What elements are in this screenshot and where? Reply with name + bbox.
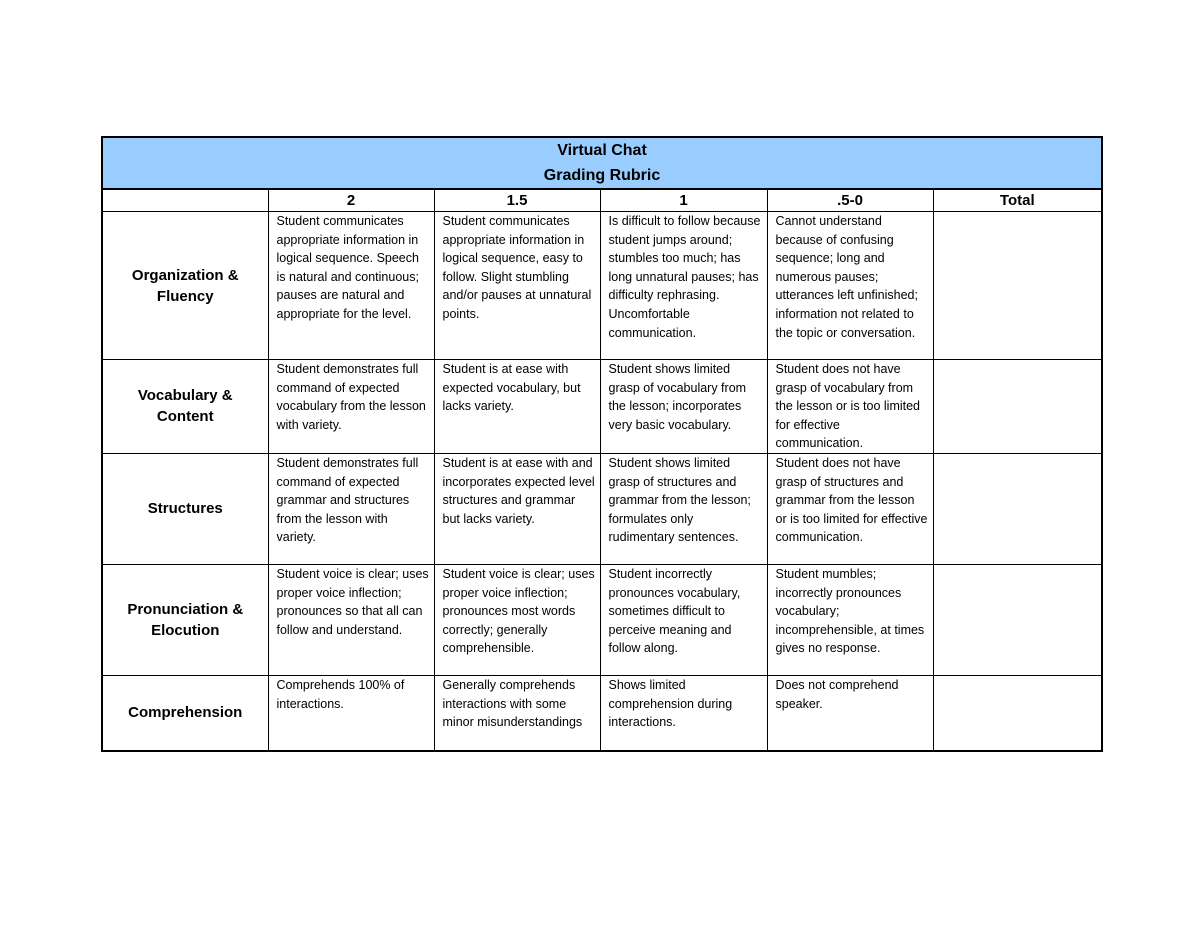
descriptor-score-1-5: Student is at ease with and incorporates expected level structures and grammar but lacks variety. [434,453,600,564]
rubric-title [102,137,1102,189]
descriptor-score-1: Shows limited comprehension during interactions. [600,675,767,751]
header-score-1: 1 [600,189,767,212]
descriptor-score-1-5: Student voice is clear; uses proper voice inflection; pronounces most words correctly; generally comprehensible. [434,564,600,675]
descriptor-score-1: Student shows limited grasp of vocabulary from the lesson; incorporates very basic vocabulary. [600,360,767,454]
table-row [102,360,1102,454]
table-row [102,564,1102,675]
total-cell[interactable] [933,675,1102,751]
header-score-1-5: 1.5 [434,189,600,212]
descriptor-score-1: Student shows limited grasp of structures and grammar from the lesson; formulates only rudimentary sentences. [600,453,767,564]
total-cell[interactable] [933,360,1102,454]
descriptor-score-2: Student communicates appropriate information in logical sequence. Speech is natural and continuous; pauses are natural and appropriate for the level. [268,212,434,360]
grading-rubric-table [101,136,1103,752]
table-row [102,453,1102,564]
header-blank [102,189,268,212]
header-row [102,189,1102,212]
criterion-label: Structures [102,453,268,564]
header-total: Total [933,189,1102,212]
header-score-5-0: .5-0 [767,189,933,212]
criterion-label: Pronunciation & Elocution [102,564,268,675]
descriptor-score-2: Student demonstrates full command of expected grammar and structures from the lesson with variety. [268,453,434,564]
descriptor-score-5-0: Student does not have grasp of structures and grammar from the lesson or is too limited for effective communication. [767,453,933,564]
criterion-label: Comprehension [102,675,268,751]
descriptor-score-5-0: Cannot understand because of confusing sequence; long and numerous pauses; utterances left unfinished; information not related to the topic or conversation. [767,212,933,360]
title-line-1: Virtual Chat [557,142,647,159]
table-row [102,675,1102,751]
descriptor-score-2: Student demonstrates full command of expected vocabulary from the lesson with variety. [268,360,434,454]
table-row [102,212,1102,360]
header-score-2: 2 [268,189,434,212]
descriptor-score-1: Is difficult to follow because student jumps around; stumbles too much; has long unnatural pauses; has difficulty rephrasing. Uncomfortable communication. [600,212,767,360]
descriptor-score-2: Comprehends 100% of interactions. [268,675,434,751]
descriptor-score-1-5: Student communicates appropriate information in logical sequence, easy to follow. Slight stumbling and/or pauses at unnatural points. [434,212,600,360]
criterion-label: Vocabulary & Content [102,360,268,454]
total-cell[interactable] [933,453,1102,564]
descriptor-score-2: Student voice is clear; uses proper voice inflection; pronounces so that all can follow and understand. [268,564,434,675]
criterion-label: Organization & Fluency [102,212,268,360]
descriptor-score-1: Student incorrectly pronounces vocabulary, sometimes difficult to perceive meaning and follow along. [600,564,767,675]
descriptor-score-5-0: Student does not have grasp of vocabulary from the lesson or is too limited for effective communication. [767,360,933,454]
total-cell[interactable] [933,564,1102,675]
descriptor-score-1-5: Generally comprehends interactions with some minor misunderstandings [434,675,600,751]
title-row [102,137,1102,189]
total-cell[interactable] [933,212,1102,360]
descriptor-score-1-5: Student is at ease with expected vocabulary, but lacks variety. [434,360,600,454]
title-line-2: Grading Rubric [543,167,661,184]
descriptor-score-5-0: Student mumbles; incorrectly pronounces vocabulary; incomprehensible, at times gives no response. [767,564,933,675]
descriptor-score-5-0: Does not comprehend speaker. [767,675,933,751]
